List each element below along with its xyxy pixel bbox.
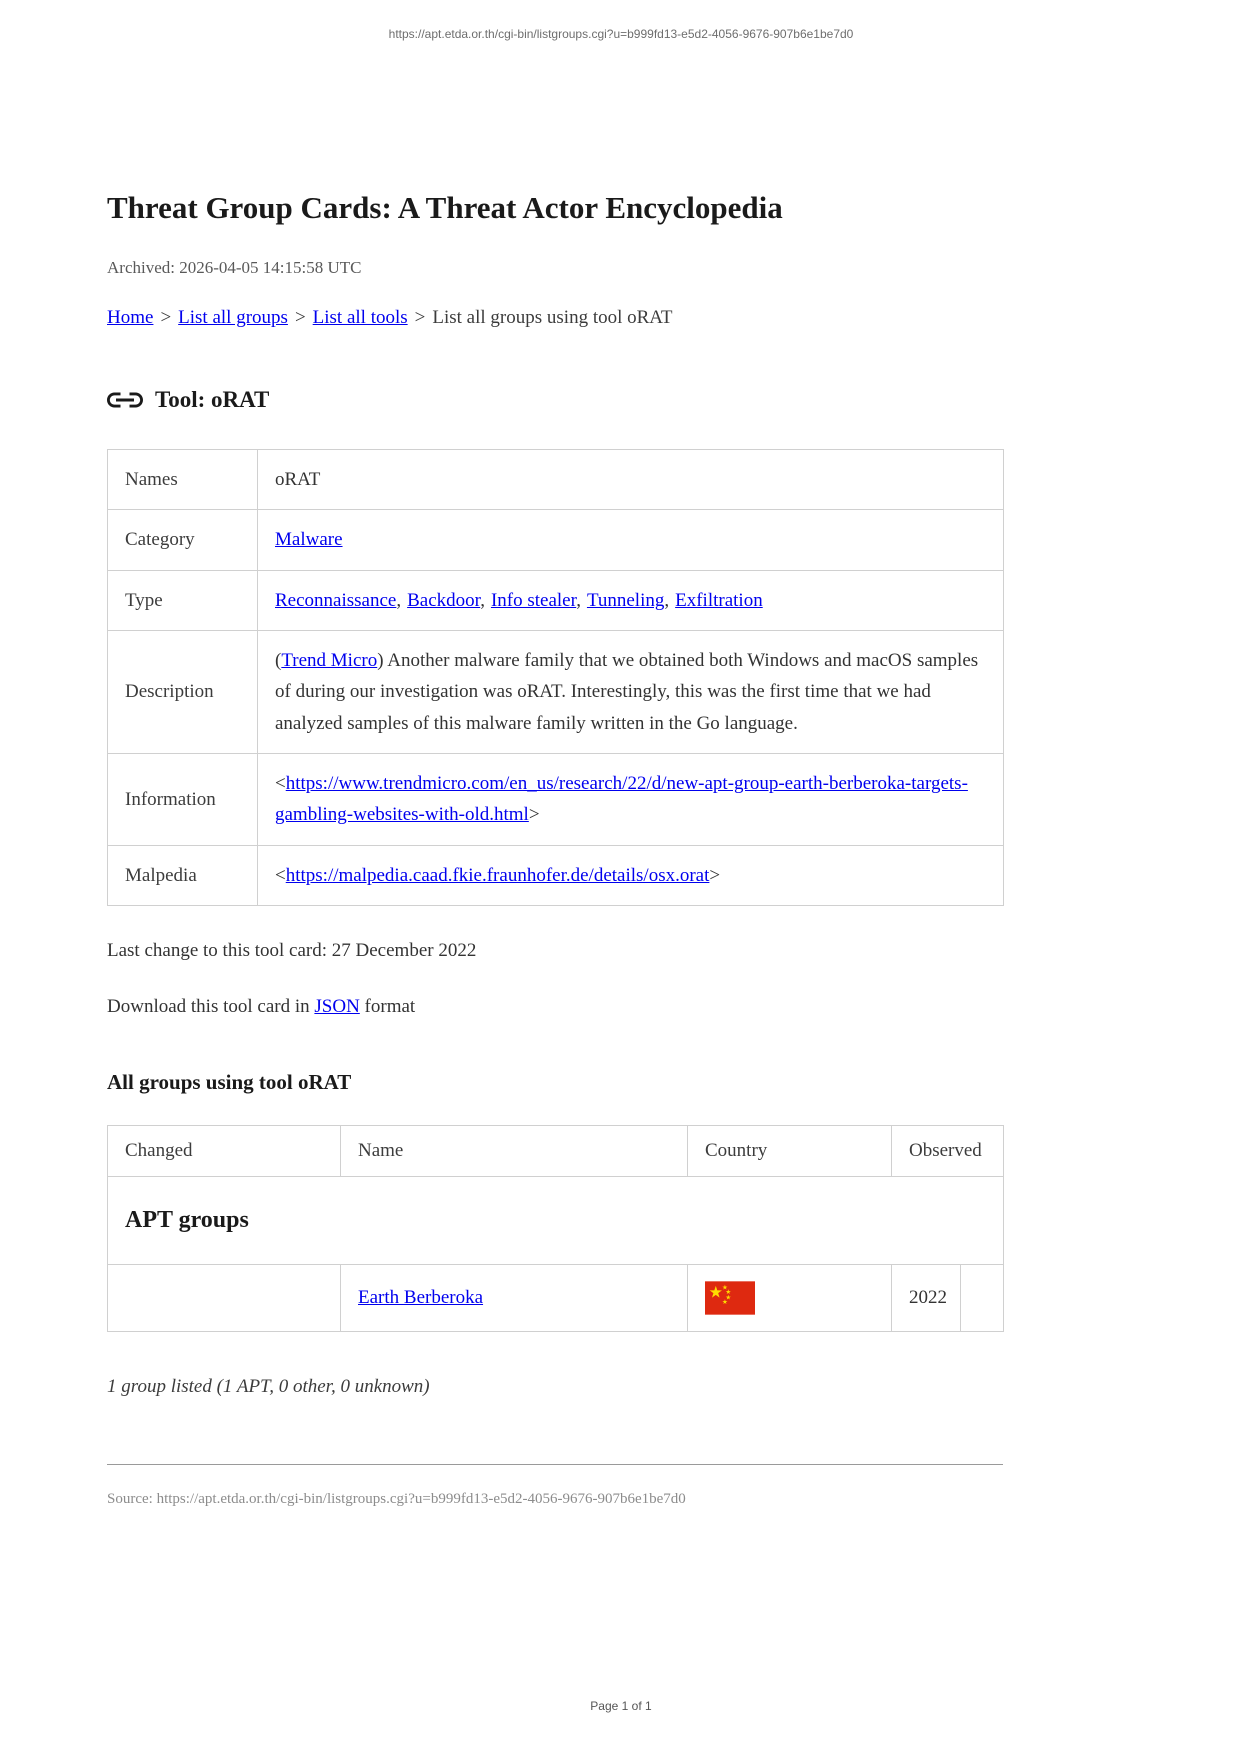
apt-groups-section-header: APT groups bbox=[108, 1177, 1004, 1265]
category-malware-link[interactable]: Malware bbox=[275, 529, 343, 551]
download-suffix: format bbox=[359, 996, 416, 1018]
angle-bracket-close: > bbox=[709, 864, 721, 886]
type-separator: , bbox=[480, 589, 485, 611]
svg-text:★: ★ bbox=[725, 1294, 732, 1302]
tool-info-table bbox=[107, 449, 1004, 906]
page-number: Page 1 of 1 bbox=[590, 1699, 652, 1713]
groups-table bbox=[107, 1125, 1004, 1332]
table-row bbox=[108, 754, 1004, 846]
group-observed-cell: 2022 bbox=[892, 1265, 961, 1332]
china-flag-icon bbox=[705, 1281, 755, 1315]
breadcrumb bbox=[107, 307, 1003, 329]
breadcrumb-current: List all groups using tool oRAT bbox=[432, 307, 673, 328]
column-header-name: Name bbox=[341, 1126, 688, 1177]
column-header-changed: Changed bbox=[108, 1126, 341, 1177]
info-label-information: Information bbox=[108, 754, 258, 846]
breadcrumb-separator: > bbox=[414, 307, 426, 328]
angle-bracket-open: < bbox=[275, 864, 286, 886]
json-download-link[interactable]: JSON bbox=[314, 996, 360, 1018]
svg-text:★: ★ bbox=[722, 1284, 728, 1292]
table-row bbox=[108, 1265, 1004, 1332]
breadcrumb-link-list-all-tools[interactable]: List all tools bbox=[312, 307, 408, 328]
table-row bbox=[108, 510, 1004, 570]
info-label-category: Category bbox=[108, 510, 258, 570]
table-row bbox=[108, 450, 1004, 510]
info-label-malpedia: Malpedia bbox=[108, 845, 258, 905]
table-header-row bbox=[108, 1126, 1004, 1177]
source-line: Source: https://apt.etda.or.th/cgi-bin/listgroups.cgi?u=b999fd13-e5d2-4056-9676-907b6e1be7d0 bbox=[107, 1491, 686, 1508]
info-value-category bbox=[258, 510, 1004, 570]
info-label-description: Description bbox=[108, 631, 258, 754]
earth-berberoka-link[interactable]: Earth Berberoka bbox=[358, 1287, 484, 1309]
breadcrumb-separator: > bbox=[160, 307, 172, 328]
table-row bbox=[108, 845, 1004, 905]
group-extra-cell bbox=[961, 1265, 1004, 1332]
print-header-url: https://apt.etda.or.th/cgi-bin/listgroups.cgi?u=b999fd13-e5d2-4056-9676-907b6e1be7d0 bbox=[388, 27, 854, 41]
type-separator: , bbox=[664, 589, 670, 611]
type-separator: , bbox=[396, 589, 402, 611]
malpedia-url-link[interactable]: https://malpedia.caad.fkie.fraunhofer.de/details/osx.orat bbox=[285, 864, 710, 886]
info-value-names: oRAT bbox=[258, 450, 1004, 510]
link-icon bbox=[107, 388, 143, 412]
description-open-paren: ( bbox=[275, 650, 282, 672]
trend-micro-link[interactable]: Trend Micro bbox=[281, 650, 378, 672]
column-header-country: Country bbox=[688, 1126, 892, 1177]
divider bbox=[107, 1464, 1003, 1465]
angle-bracket-close: > bbox=[528, 804, 540, 826]
download-line bbox=[107, 996, 1003, 1018]
type-link[interactable]: Info stealer bbox=[490, 589, 577, 611]
table-row bbox=[108, 631, 1004, 754]
type-link[interactable]: Tunneling bbox=[586, 589, 665, 611]
type-separator: , bbox=[576, 589, 581, 611]
type-link[interactable]: Reconnaissance bbox=[275, 589, 397, 611]
breadcrumb-link-list-all-groups[interactable]: List all groups bbox=[178, 307, 288, 328]
svg-text:★: ★ bbox=[708, 1284, 723, 1302]
info-value-type bbox=[258, 570, 1004, 630]
info-value-malpedia bbox=[258, 845, 1004, 905]
information-url-link[interactable]: https://www.trendmicro.com/en_us/research/22/d/new-apt-group-earth-berberoka-targets-gambling-websites-with-old.html bbox=[275, 773, 968, 826]
info-value-description bbox=[258, 631, 1004, 754]
tool-heading bbox=[107, 387, 1003, 413]
tool-title: Tool: oRAT bbox=[155, 387, 270, 412]
type-link[interactable]: Exfiltration bbox=[675, 589, 763, 611]
type-link[interactable]: Backdoor bbox=[407, 589, 481, 611]
groups-section-title: All groups using tool oRAT bbox=[107, 1070, 352, 1095]
groups-summary: 1 group listed (1 APT, 0 other, 0 unknown) bbox=[107, 1376, 430, 1398]
download-prefix: Download this tool card in bbox=[107, 996, 315, 1018]
breadcrumb-separator: > bbox=[294, 307, 306, 328]
last-change-text: Last change to this tool card: 27 December 2022 bbox=[107, 940, 477, 962]
page-content bbox=[107, 190, 1003, 1508]
angle-bracket-open: < bbox=[275, 773, 286, 795]
svg-text:★: ★ bbox=[725, 1289, 732, 1297]
info-label-names: Names bbox=[108, 450, 258, 510]
info-value-information bbox=[258, 754, 1004, 846]
group-name-cell bbox=[341, 1265, 688, 1332]
table-row bbox=[108, 570, 1004, 630]
group-country-cell bbox=[688, 1265, 892, 1332]
svg-text:★: ★ bbox=[722, 1299, 728, 1307]
group-changed-cell bbox=[108, 1265, 341, 1332]
breadcrumb-link-home[interactable]: Home bbox=[107, 307, 154, 328]
archived-timestamp: Archived: 2026-04-05 14:15:58 UTC bbox=[107, 258, 362, 277]
info-label-type: Type bbox=[108, 570, 258, 630]
section-header-row bbox=[108, 1177, 1004, 1265]
column-header-observed: Observed bbox=[892, 1126, 1004, 1177]
page-title: Threat Group Cards: A Threat Actor Encyclopedia bbox=[107, 190, 783, 225]
description-text: ) Another malware family that we obtained both Windows and macOS samples of during our investigation was oRAT. Interestingly, this was the first time that we had analyzed samples of this malware family written in the Go language. bbox=[275, 650, 979, 734]
